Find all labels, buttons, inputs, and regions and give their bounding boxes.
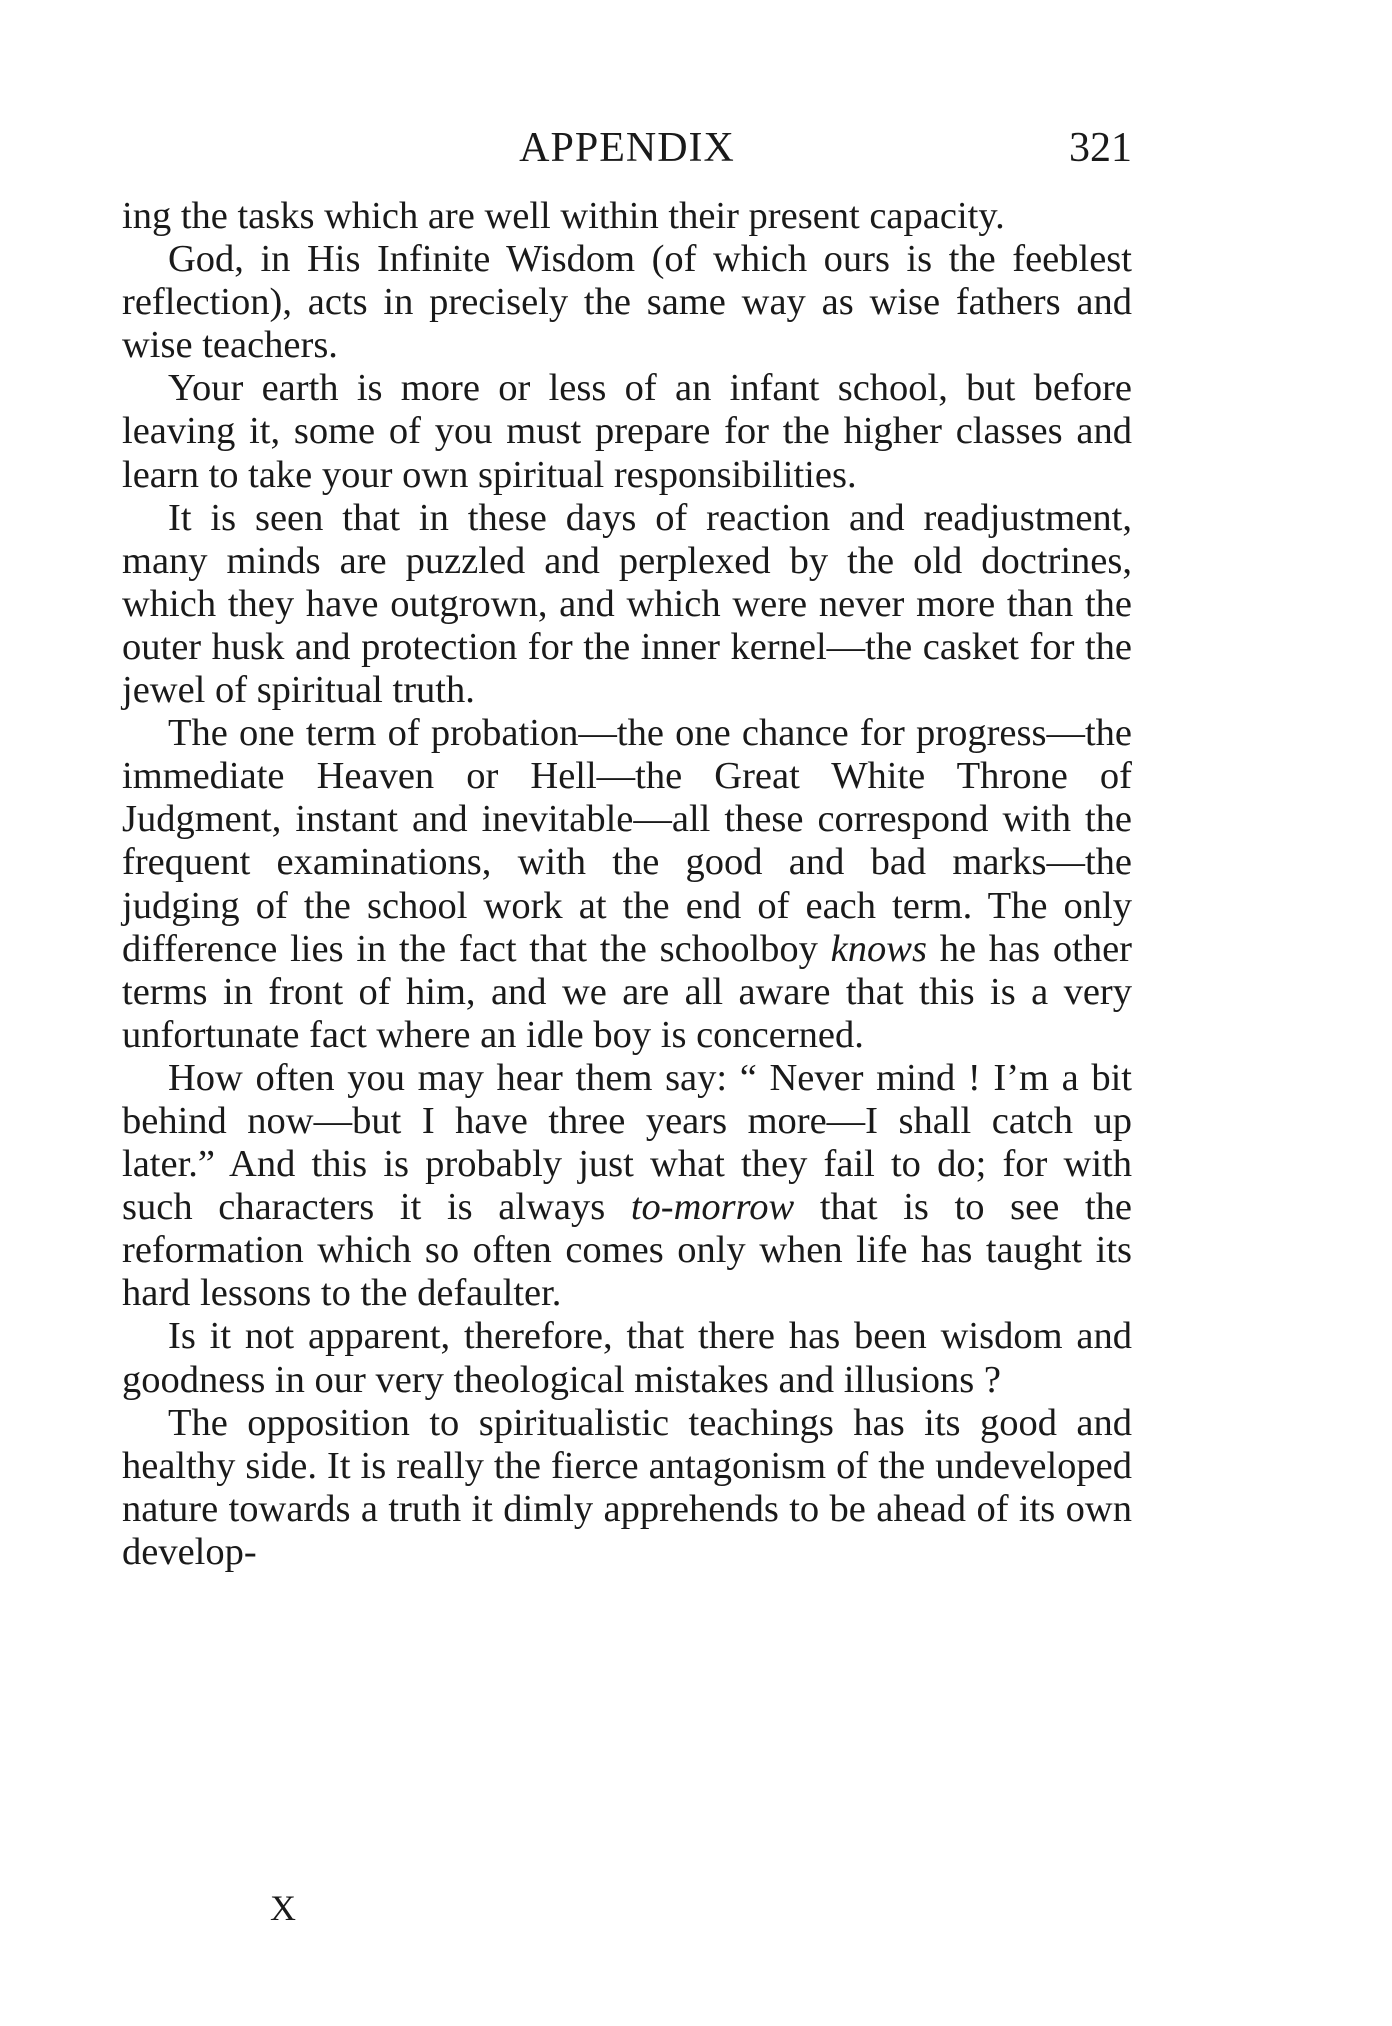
emphasis-text: to-morrow [630,1186,795,1229]
signature-mark: X [270,1888,296,1928]
paragraph-text: he has other terms in front of him, and we are all aware that this is a very unfortunate fact where an idle boy is concerned. [122,927,1133,1056]
emphasis-text: knows [830,927,927,970]
body-text [122,195,1132,1574]
paragraph-continuation: ing the tasks which are well within their present capacity. [122,195,1005,237]
paragraph-text: that is to see the reformation which so often comes only when life has taught its hard lessons to the defaulter. [122,1186,1132,1315]
page-number: 321 [1069,125,1132,171]
paragraph: It is seen that in these days of reaction and readjustment, many minds are puzzled and perplexed by the old doctrines, which they have outgrown, and which were never more than the outer husk and protection for the inner kernel—the casket for the jewel of spiritual truth. [122,496,1132,712]
paragraph: The opposition to spiritualistic teachings has its good and healthy side. It is really the fierce antagonism of the undeveloped nature towards a truth it dimly apprehends to be ahead of its own develop- [122,1401,1132,1573]
paragraph: God, in His Infinite Wisdom (of which ours is the feeblest reflection), acts in precisely the same way as wise fathers and wise teachers. [122,238,1132,367]
paragraph-text: The one term of probation—the one chance for progress—the immediate Heaven or Hell—the Great White Throne of Judgment, instant and inevitable—all these correspond with the frequent examinations, with the good and bad marks—the judging of the school work at the end of each term. The only difference lies in the fact that the schoolboy [122,712,1132,970]
paragraph [122,1057,1132,1316]
paragraph-text: How often you may hear them say: “ Never mind ! I’m a bit behind now—but I have three years more—I shall catch up later.” And this is probably just what they fail to do; for with such characters it is always [122,1056,1132,1229]
paragraph [122,712,1132,1057]
running-head-title: APPENDIX [519,125,735,171]
paragraph: Your earth is more or less of an infant school, but before leaving it, some of you must prepare for the higher classes and learn to take your own spiritual responsibilities. [122,367,1132,496]
paragraph: Is it not apparent, therefore, that there has been wisdom and goodness in our very theological mistakes and illusions ? [122,1315,1132,1401]
running-header [122,118,1132,178]
